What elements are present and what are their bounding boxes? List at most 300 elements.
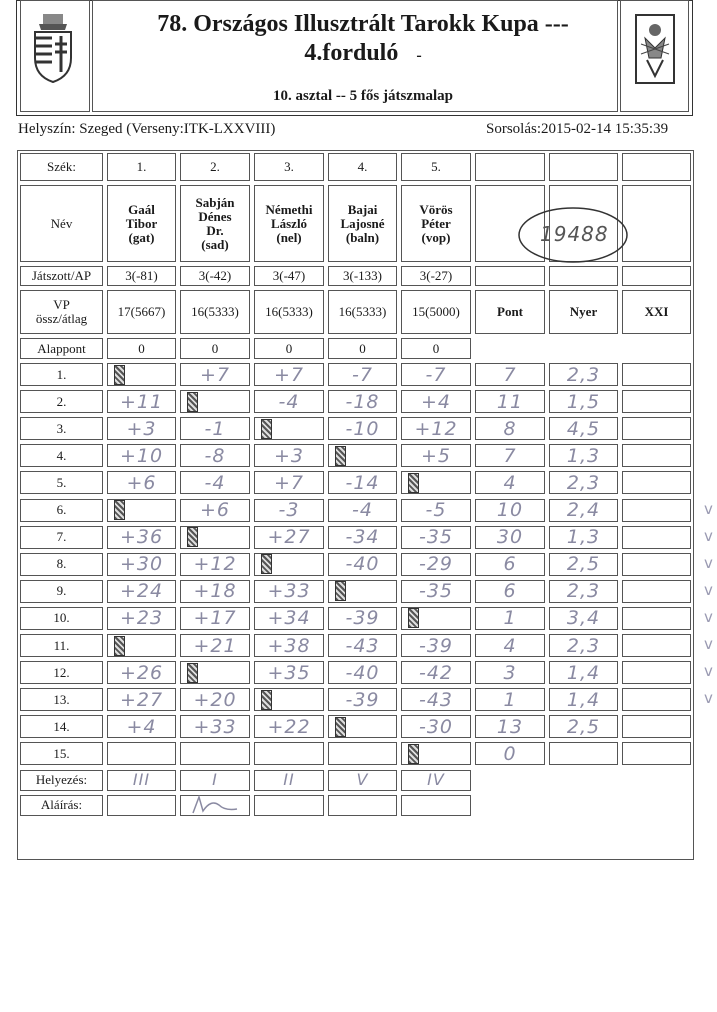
round-score[interactable] <box>254 417 324 440</box>
nyer-text: 3,4 <box>566 607 601 630</box>
round-score[interactable] <box>107 688 176 711</box>
signature-field[interactable] <box>401 795 471 816</box>
player-name <box>401 185 471 262</box>
round-score[interactable] <box>180 661 250 684</box>
round-score[interactable] <box>254 688 324 711</box>
round-score[interactable] <box>107 715 176 738</box>
score-text: -4 <box>352 499 373 522</box>
seat-number: 1. <box>107 153 176 181</box>
round-score[interactable] <box>401 688 471 711</box>
round-score[interactable] <box>180 634 250 657</box>
round-score[interactable] <box>401 580 471 603</box>
vp-value: 15(5000) <box>401 290 471 334</box>
player-name-part: Gaál <box>128 201 155 217</box>
pont-text: 6 <box>503 580 517 603</box>
score-text: -7 <box>425 363 447 386</box>
round-score[interactable] <box>328 444 397 467</box>
label-name: Név <box>20 185 103 262</box>
round-xxi[interactable] <box>622 715 691 738</box>
check-mark: v <box>704 635 713 653</box>
score-text: +5 <box>420 444 451 467</box>
pont-text: 10 <box>496 499 524 522</box>
round-score[interactable] <box>401 553 471 576</box>
player-code: (gat) <box>128 229 155 245</box>
vp-value: 16(5333) <box>180 290 250 334</box>
header-nyer: Nyer <box>549 290 618 334</box>
round-number: 7. <box>20 526 103 549</box>
empty-cell <box>549 153 618 181</box>
round-score[interactable] <box>107 742 176 765</box>
pont-text: 4 <box>503 634 517 657</box>
label-vp-part: VP <box>53 297 70 312</box>
score-text: +34 <box>267 607 311 630</box>
round-pont[interactable] <box>475 661 545 684</box>
round-score[interactable] <box>180 553 250 576</box>
score-text: -18 <box>345 390 380 413</box>
score-text: -3 <box>278 499 300 522</box>
player-name <box>254 185 324 262</box>
nyer-text: 2,4 <box>566 499 601 522</box>
score-text: -14 <box>345 471 380 494</box>
round-score[interactable] <box>180 390 250 413</box>
round-pont[interactable] <box>475 363 545 386</box>
score-text: -43 <box>418 688 454 711</box>
round-nyer[interactable] <box>549 607 618 630</box>
score-text: -4 <box>204 471 226 494</box>
round-nyer[interactable] <box>549 444 618 467</box>
round-number: 4. <box>20 444 103 467</box>
nyer-text: 1,3 <box>566 526 601 549</box>
score-text: +7 <box>273 363 304 386</box>
round-pont[interactable] <box>475 634 545 657</box>
placing-value[interactable] <box>328 770 397 791</box>
nyer-text: 2,3 <box>566 363 601 386</box>
player-code: (vop) <box>421 229 451 245</box>
round-xxi[interactable] <box>622 390 691 413</box>
nyer-text: 2,3 <box>566 634 601 657</box>
score-text: +35 <box>267 661 311 684</box>
player-name <box>180 185 250 262</box>
check-mark: v <box>704 662 713 681</box>
score-text: -29 <box>418 553 454 576</box>
round-score[interactable] <box>328 715 397 738</box>
round-score[interactable] <box>107 526 176 549</box>
pont-text: 8 <box>503 417 517 440</box>
round-score[interactable] <box>401 634 471 657</box>
round-score[interactable] <box>328 688 397 711</box>
player-name-part: Dr. <box>206 222 224 238</box>
empty-cell <box>622 185 691 262</box>
dealer-marker-icon <box>261 690 272 710</box>
score-text: +36 <box>119 526 164 549</box>
round-score[interactable] <box>107 499 176 522</box>
score-text: -39 <box>345 688 380 711</box>
placing-value[interactable] <box>107 770 176 791</box>
dealer-marker-icon <box>335 581 346 601</box>
check-mark: v <box>704 553 713 572</box>
base-value: 0 <box>328 338 397 359</box>
round-pont[interactable] <box>475 553 545 576</box>
draw-date-text: Sorsolás:2015-02-14 15:35:39 <box>486 121 669 137</box>
score-text: +6 <box>126 471 157 494</box>
score-text: +27 <box>267 526 311 549</box>
header-pont: Pont <box>475 290 545 334</box>
nyer-text: 2,5 <box>566 715 601 738</box>
played-value: 3(-81) <box>107 266 176 286</box>
round-score[interactable] <box>107 634 176 657</box>
round-score[interactable] <box>328 363 397 386</box>
round-score[interactable] <box>107 580 176 603</box>
player-name-part: Tibor <box>125 215 158 231</box>
player-code: (nel) <box>276 229 302 245</box>
round-pont[interactable] <box>475 471 545 494</box>
round-pont[interactable] <box>475 607 545 630</box>
round-number: 6. <box>20 499 103 522</box>
pont-text: 13 <box>496 715 524 738</box>
vp-value: 17(5667) <box>107 290 176 334</box>
round-score[interactable] <box>180 580 250 603</box>
header-xxi: XXI <box>622 290 691 334</box>
signature-field[interactable] <box>107 795 176 816</box>
round-pont[interactable] <box>475 444 545 467</box>
round-score[interactable] <box>107 417 176 440</box>
round-score[interactable] <box>328 607 397 630</box>
tarot-card-icon <box>635 14 675 84</box>
round-xxi[interactable] <box>622 526 691 549</box>
round-score[interactable] <box>254 715 324 738</box>
nyer-text: 1,3 <box>566 444 601 467</box>
score-text: +6 <box>199 499 230 522</box>
label-signature: Aláírás: <box>20 795 103 816</box>
round-nyer[interactable] <box>549 688 618 711</box>
player-code: (baln) <box>345 229 380 245</box>
player-name-part: Péter <box>421 215 451 231</box>
nyer-text: 2,5 <box>566 553 601 576</box>
signature-field[interactable] <box>180 795 250 816</box>
played-value: 3(-42) <box>180 266 250 286</box>
round-score[interactable] <box>107 390 176 413</box>
round-score[interactable] <box>180 715 250 738</box>
score-text: +23 <box>119 607 164 630</box>
pont-text: 1 <box>503 607 517 630</box>
placing-value[interactable] <box>180 770 250 791</box>
round-score[interactable] <box>401 607 471 630</box>
round-score[interactable] <box>328 526 397 549</box>
coat-of-arms-icon <box>31 14 75 84</box>
round-score[interactable] <box>254 526 324 549</box>
base-value: 0 <box>107 338 176 359</box>
round-nyer[interactable] <box>549 417 618 440</box>
round-xxi[interactable] <box>622 634 691 657</box>
score-text: +3 <box>126 417 157 440</box>
player-name <box>107 185 176 262</box>
score-text: +33 <box>193 715 237 738</box>
score-text: -7 <box>352 363 373 386</box>
round-number: 2. <box>20 390 103 413</box>
score-text: +20 <box>193 688 237 711</box>
round-nyer[interactable] <box>549 661 618 684</box>
pont-text: 4 <box>503 471 517 494</box>
nyer-text: 1,4 <box>566 661 601 684</box>
dealer-marker-icon <box>408 744 419 764</box>
played-value: 3(-133) <box>328 266 397 286</box>
round-score[interactable] <box>107 553 176 576</box>
empty-cell <box>622 266 691 286</box>
round-score[interactable] <box>180 363 250 386</box>
label-placing: Helyezés: <box>20 770 103 791</box>
pont-text: 7 <box>503 363 517 386</box>
seat-number: 3. <box>254 153 324 181</box>
placing-value[interactable] <box>254 770 324 791</box>
dealer-marker-icon <box>187 527 198 547</box>
round-xxi[interactable] <box>622 607 691 630</box>
score-text: +12 <box>414 417 458 440</box>
pont-text: 30 <box>496 526 524 549</box>
round-score[interactable] <box>180 444 250 467</box>
round-score[interactable] <box>401 499 471 522</box>
round-score[interactable] <box>401 417 471 440</box>
score-text: +17 <box>193 607 237 630</box>
score-text: +26 <box>119 661 164 684</box>
dealer-marker-icon <box>187 663 198 683</box>
round-score[interactable] <box>254 471 324 494</box>
label-vp-part: össz/átlag <box>35 311 88 326</box>
signature-field[interactable] <box>254 795 324 816</box>
pont-text: 7 <box>503 444 517 467</box>
score-text: +27 <box>119 688 164 711</box>
played-value: 3(-27) <box>401 266 471 286</box>
round-score[interactable] <box>180 526 250 549</box>
title-line-2: 4.forduló - <box>304 40 422 66</box>
round-nyer[interactable] <box>549 553 618 576</box>
dealer-marker-icon <box>261 419 272 439</box>
score-text: +22 <box>267 715 311 738</box>
dealer-marker-icon <box>187 392 198 412</box>
label-played: Játszott/AP <box>20 266 103 286</box>
score-text: +12 <box>193 553 237 576</box>
round-score[interactable] <box>401 471 471 494</box>
round-score[interactable] <box>254 444 324 467</box>
round-score[interactable] <box>180 417 250 440</box>
page-title <box>98 10 628 70</box>
round-score[interactable] <box>180 471 250 494</box>
empty-cell <box>549 266 618 286</box>
round-number: 10. <box>20 607 103 630</box>
base-value: 0 <box>180 338 250 359</box>
round-score[interactable] <box>328 417 397 440</box>
pont-text: 3 <box>503 661 517 684</box>
round-score[interactable] <box>254 634 324 657</box>
round-pont[interactable] <box>475 742 545 765</box>
round-pont[interactable] <box>475 688 545 711</box>
round-score[interactable] <box>180 688 250 711</box>
round-score[interactable] <box>180 607 250 630</box>
round-nyer[interactable] <box>549 499 618 522</box>
score-text: -30 <box>418 715 454 738</box>
round-xxi[interactable] <box>622 471 691 494</box>
round-score[interactable] <box>401 715 471 738</box>
round-score[interactable] <box>180 742 250 765</box>
seat-number: 4. <box>328 153 397 181</box>
round-score[interactable] <box>107 607 176 630</box>
round-xxi[interactable] <box>622 688 691 711</box>
nyer-text: 4,5 <box>566 417 601 440</box>
score-text: -40 <box>345 661 380 684</box>
round-nyer[interactable] <box>549 526 618 549</box>
location-text: Helyszín: Szeged (Verseny:ITK-LXXVIII) <box>18 121 276 137</box>
player-name-part: László <box>270 215 308 231</box>
label-vp <box>20 290 103 334</box>
placing-text: I <box>212 770 218 789</box>
round-score[interactable] <box>328 742 397 765</box>
round-xxi[interactable] <box>622 499 691 522</box>
score-text: +4 <box>420 390 451 413</box>
placing-text: II <box>283 770 295 789</box>
round-nyer[interactable] <box>549 634 618 657</box>
round-nyer[interactable] <box>549 742 618 765</box>
placing-text: V <box>356 770 369 789</box>
player-name-part: Dénes <box>198 208 232 224</box>
round-xxi[interactable] <box>622 580 691 603</box>
round-pont[interactable] <box>475 526 545 549</box>
round-xxi[interactable] <box>622 417 691 440</box>
pont-text: 0 <box>503 742 517 765</box>
score-text: +24 <box>119 580 164 603</box>
score-text: -8 <box>204 444 226 467</box>
base-value: 0 <box>401 338 471 359</box>
round-xxi[interactable] <box>622 444 691 467</box>
round-score[interactable] <box>180 499 250 522</box>
round-number: 12. <box>20 661 103 684</box>
score-text: +3 <box>273 444 304 467</box>
player-name-part: Sabján <box>195 194 235 210</box>
round-nyer[interactable] <box>549 715 618 738</box>
nyer-text: 1,4 <box>566 688 601 711</box>
vp-value: 16(5333) <box>254 290 324 334</box>
pont-text: 11 <box>496 390 524 413</box>
round-number: 5. <box>20 471 103 494</box>
empty-cell <box>475 266 545 286</box>
score-text: +30 <box>119 553 164 576</box>
score-text: -43 <box>345 634 380 657</box>
pont-text: 6 <box>503 553 517 576</box>
round-score[interactable] <box>254 661 324 684</box>
round-score[interactable] <box>107 444 176 467</box>
round-score[interactable] <box>401 526 471 549</box>
round-score[interactable] <box>328 390 397 413</box>
score-text: -40 <box>345 553 380 576</box>
dealer-marker-icon <box>335 717 346 737</box>
round-score[interactable] <box>254 390 324 413</box>
round-score[interactable] <box>401 363 471 386</box>
round-score[interactable] <box>401 444 471 467</box>
page-subtitle: 10. asztal -- 5 fős játszmalap <box>273 88 453 104</box>
seat-number: 5. <box>401 153 471 181</box>
score-text: +21 <box>193 634 237 657</box>
round-score[interactable] <box>107 471 176 494</box>
dealer-marker-icon <box>261 554 272 574</box>
title-line-1: 78. Országos Illusztrált Tarokk Kupa --- <box>157 11 569 37</box>
round-number: 13. <box>20 688 103 711</box>
score-text: +7 <box>273 471 304 494</box>
dealer-marker-icon <box>114 365 125 385</box>
round-score[interactable] <box>328 553 397 576</box>
label-base: Alappont <box>20 338 103 359</box>
seat-number: 2. <box>180 153 250 181</box>
base-value: 0 <box>254 338 324 359</box>
round-score[interactable] <box>254 363 324 386</box>
score-text: -39 <box>345 607 380 630</box>
dealer-marker-icon <box>408 608 419 628</box>
check-mark: v <box>704 689 713 708</box>
nyer-text: 2,3 <box>566 471 601 494</box>
round-number: 1. <box>20 363 103 386</box>
round-score[interactable] <box>254 580 324 603</box>
round-score[interactable] <box>254 499 324 522</box>
round-pont[interactable] <box>475 499 545 522</box>
played-value: 3(-47) <box>254 266 324 286</box>
round-score[interactable] <box>401 661 471 684</box>
score-text: +38 <box>267 634 311 657</box>
round-number: 11. <box>20 634 103 657</box>
score-text: -35 <box>418 526 454 549</box>
round-pont[interactable] <box>475 715 545 738</box>
round-score[interactable] <box>328 634 397 657</box>
empty-cell <box>622 153 691 181</box>
empty-cell <box>475 153 545 181</box>
score-text: +7 <box>199 363 230 386</box>
player-name-part: Lajosné <box>340 215 385 231</box>
placing-value[interactable] <box>401 770 471 791</box>
round-xxi[interactable] <box>622 742 691 765</box>
player-name-part: Bajai <box>347 201 378 217</box>
round-score[interactable] <box>328 499 397 522</box>
round-score[interactable] <box>107 363 176 386</box>
score-text: +11 <box>119 390 164 413</box>
round-xxi[interactable] <box>622 553 691 576</box>
round-nyer[interactable] <box>549 580 618 603</box>
placing-text: IV <box>427 770 445 789</box>
round-xxi[interactable] <box>622 363 691 386</box>
round-nyer[interactable] <box>549 471 618 494</box>
round-pont[interactable] <box>475 390 545 413</box>
round-number: 8. <box>20 553 103 576</box>
round-score[interactable] <box>254 742 324 765</box>
round-score[interactable] <box>328 661 397 684</box>
signature-field[interactable] <box>328 795 397 816</box>
round-nyer[interactable] <box>549 363 618 386</box>
score-text: -35 <box>418 580 454 603</box>
round-nyer[interactable] <box>549 390 618 413</box>
round-pont[interactable] <box>475 580 545 603</box>
vp-value: 16(5333) <box>328 290 397 334</box>
placing-text: III <box>132 770 151 789</box>
score-text: -10 <box>345 417 380 440</box>
round-score[interactable] <box>107 661 176 684</box>
score-text: +33 <box>267 580 311 603</box>
dealer-marker-icon <box>114 636 125 656</box>
round-number: 14. <box>20 715 103 738</box>
round-score[interactable] <box>254 553 324 576</box>
score-text: -5 <box>425 499 447 522</box>
round-xxi[interactable] <box>622 661 691 684</box>
round-score[interactable] <box>254 607 324 630</box>
round-score[interactable] <box>328 471 397 494</box>
round-score[interactable] <box>401 742 471 765</box>
round-score[interactable] <box>401 390 471 413</box>
round-pont[interactable] <box>475 417 545 440</box>
round-score[interactable] <box>328 580 397 603</box>
